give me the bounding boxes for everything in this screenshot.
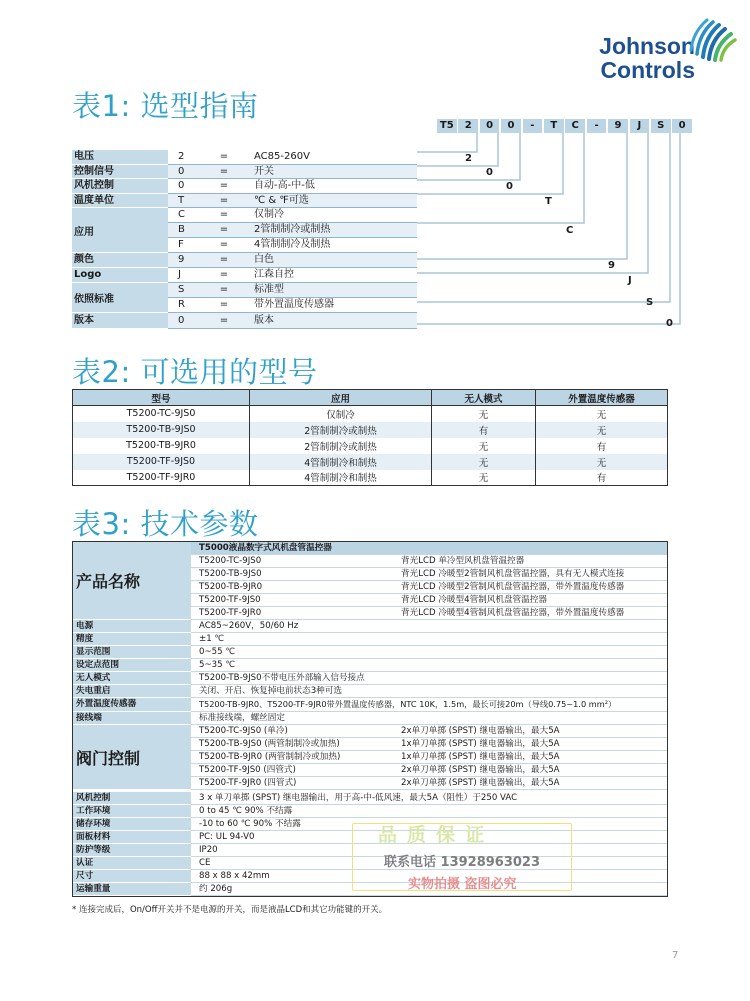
t2-cell: T5200-TB-9JR0 — [73, 438, 250, 454]
footnote: * 连接完成后，On/Off开关并不是电源的开关，而是液晶LCD和其它功能键的开关。 — [72, 905, 388, 915]
t3-value: 5~35 ℃ — [191, 659, 667, 672]
t3-label: 外置温度传感器 — [73, 698, 191, 712]
table-row — [73, 685, 667, 698]
t3-desc: 背光LCD 单冷型风机盘管温控器 — [401, 556, 525, 566]
table-row — [73, 712, 667, 725]
t2-cell: 无 — [432, 438, 536, 454]
t2-cell: T5200-TF-9JS0 — [73, 454, 250, 470]
t3-desc: 2x单刀单掷 (SPST) 继电器输出，最大5A — [401, 726, 560, 736]
t1-row-fan — [72, 179, 417, 194]
model-code-cell: J — [630, 119, 650, 133]
table-row — [73, 659, 667, 672]
t3-label: 面板材料 — [73, 831, 191, 844]
t1-row-version — [72, 313, 417, 329]
t1-eq: = — [198, 179, 250, 194]
t1-desc: AC85-260V — [250, 150, 417, 165]
t3-label: 产品名称 — [73, 542, 191, 620]
t3-value: CE — [191, 857, 667, 870]
table-row — [73, 672, 667, 685]
t2-cell: 无 — [536, 422, 668, 438]
t3-valve-line — [191, 751, 667, 764]
t3-product-header: T5000液晶数字式风机盘管温控器 — [191, 542, 667, 555]
t3-desc: 2x单刀单掷 (SPST) 继电器输出，最大5A — [401, 765, 560, 775]
t1-desc: 白色 — [250, 253, 417, 268]
t1-row-app-c — [168, 208, 417, 223]
t2-cell: 无 — [536, 454, 668, 470]
t1-desc: 仅制冷 — [250, 208, 417, 223]
t2-cell: T5200-TC-9JS0 — [73, 406, 250, 422]
t2-cell: 仅制冷 — [250, 406, 432, 422]
t1-label-standard: 依照标准 — [72, 283, 168, 313]
t1-code: J — [168, 268, 198, 283]
t3-label: 无人模式 — [73, 672, 191, 685]
t1-code: 0 — [168, 165, 198, 179]
t3-label: 精度 — [73, 633, 191, 646]
t3-desc: 1x单刀单掷 (SPST) 继电器输出，最大5A — [401, 752, 560, 762]
t2-header: 型号 — [73, 390, 250, 406]
table-row — [73, 620, 667, 633]
model-code-cell: - — [587, 119, 607, 133]
t3-product-line — [191, 594, 667, 607]
t1-desc: 2管制制冷或制热 — [250, 223, 417, 238]
t1-eq: = — [198, 208, 250, 223]
t3-label-valve: 阀门控制 — [73, 725, 191, 790]
t1-row-std-s — [168, 283, 417, 298]
t3-model: T5200-TB-9JR0 — [199, 582, 263, 592]
t3-value: -10 to 60 ℃ 90% 不结露 — [191, 818, 667, 831]
code-mark: 0 — [506, 181, 513, 192]
t2-cell: 有 — [536, 438, 668, 454]
t2-cell: 有 — [536, 470, 668, 486]
t1-code: F — [168, 238, 198, 253]
t1-label: 电压 — [72, 150, 168, 165]
t3-desc: 1x单刀单掷 (SPST) 继电器输出，最大5A — [401, 739, 560, 749]
table-row — [73, 422, 668, 438]
t1-label: 控制信号 — [72, 165, 168, 179]
t1-code: 9 — [168, 253, 198, 268]
t1-code: T — [168, 194, 198, 208]
t3-model: T5200-TC-9JS0 — [199, 556, 262, 566]
t1-code: 0 — [168, 179, 198, 194]
t3-value: AC85~260V，50/60 Hz — [191, 620, 667, 633]
t3-product-line — [191, 607, 667, 620]
t1-desc: 4管制制冷及制热 — [250, 238, 417, 253]
t3-label: 显示范围 — [73, 646, 191, 659]
model-code-cell: C — [565, 119, 585, 133]
table-row — [73, 406, 668, 422]
t1-row-unit — [72, 194, 417, 208]
available-models-table — [72, 389, 668, 486]
t3-value: T5200-TB-9JS0不带电压外部输入信号接点 — [191, 672, 667, 685]
t3-label: 失电重启 — [73, 685, 191, 698]
t1-eq: = — [198, 194, 250, 208]
t3-desc: 2x单刀单掷 (SPST) 继电器输出，最大5A — [401, 778, 560, 788]
t1-desc: ℃ & ℉可选 — [250, 194, 417, 208]
model-code-cell: T — [544, 119, 564, 133]
t1-code: 2 — [168, 150, 198, 165]
t2-cell: 无 — [432, 470, 536, 486]
t1-row-signal — [72, 165, 417, 179]
t3-value: PC: UL 94-V0 — [191, 831, 667, 844]
t1-code: B — [168, 223, 198, 238]
t1-desc: 版本 — [250, 313, 417, 329]
t3-value: 关闭、开启、恢复掉电前状态3种可选 — [191, 685, 667, 698]
t3-value: 约 206g — [191, 883, 667, 896]
t3-product-header-row — [73, 542, 667, 555]
watermark-line1: 品质保证 — [378, 824, 495, 846]
t3-value: 3 x 单刀单掷 (SPST) 继电器输出，用于高-中-低风速，最大5A（阻性）于250 VAC — [191, 792, 667, 805]
code-mark: S — [646, 297, 654, 308]
t3-value: ±1 ℃ — [191, 633, 667, 646]
t1-row-color — [72, 253, 417, 268]
model-code-cell: 0 — [480, 119, 500, 133]
t2-cell: 无 — [432, 406, 536, 422]
t3-value: 0 to 45 ℃ 90% 不结露 — [191, 805, 667, 818]
t1-label: 温度单位 — [72, 194, 168, 208]
t1-desc: 标准型 — [250, 283, 417, 298]
t2-header-row — [73, 390, 668, 406]
t3-desc: 背光LCD 冷暖型2管制风机盘管温控器，具有无人模式连接 — [401, 569, 625, 579]
t2-cell: 无 — [432, 454, 536, 470]
t3-label: 工作环境 — [73, 805, 191, 818]
model-code-cell: 9 — [608, 119, 628, 133]
t2-cell: 4管制制冷和制热 — [250, 470, 432, 486]
t3-desc: 背光LCD 冷暖型4管制风机盘管温控器 — [401, 595, 547, 605]
watermark-stamp — [352, 823, 572, 895]
logo-line1: Johnson — [599, 33, 695, 59]
t1-label-application: 应用 — [72, 208, 168, 253]
t3-model: T5200-TF-9JR0 (四管式) — [199, 778, 297, 788]
t3-value: 标准接线端，螺丝固定 — [191, 712, 667, 725]
model-code-cell: - — [523, 119, 543, 133]
t3-model: T5200-TB-9JS0 (两管制制冷或加热) — [199, 739, 340, 749]
t1-desc: 带外置温度传感器 — [250, 298, 417, 313]
t3-label: 风机控制 — [73, 792, 191, 805]
t2-header: 外置温度传感器 — [536, 390, 668, 406]
t1-row-logo — [72, 268, 417, 283]
t1-code: S — [168, 283, 198, 298]
t1-eq: = — [198, 238, 250, 253]
t1-desc: 开关 — [250, 165, 417, 179]
t1-eq: = — [198, 313, 250, 329]
table-row — [73, 792, 667, 805]
table2-title: 表2: 可选用的型号 — [72, 355, 318, 389]
t3-value: IP20 — [191, 844, 667, 857]
t2-cell: 2管制制冷或制热 — [250, 438, 432, 454]
t1-row-std-r — [168, 298, 417, 313]
t1-eq: = — [198, 165, 250, 179]
t3-label: 尺寸 — [73, 870, 191, 883]
t3-valve-line — [191, 738, 667, 751]
code-mark: T — [545, 196, 552, 207]
t3-valve-line — [191, 764, 667, 777]
t2-header: 无人模式 — [432, 390, 536, 406]
t3-label: 接线端 — [73, 712, 191, 725]
t3-label: 设定点范围 — [73, 659, 191, 672]
t3-product-line — [191, 555, 667, 568]
t1-label: 颜色 — [72, 253, 168, 268]
t1-eq: = — [198, 253, 250, 268]
model-code-cell: 0 — [501, 119, 521, 133]
t3-valve-line — [191, 777, 667, 790]
table-row — [73, 633, 667, 646]
table-row — [73, 698, 667, 712]
t3-label: 运输重量 — [73, 883, 191, 896]
code-mark: 9 — [608, 260, 615, 271]
t1-label: 风机控制 — [72, 179, 168, 194]
t3-label: 防护等级 — [73, 844, 191, 857]
t1-label: Logo — [72, 268, 168, 283]
t2-cell: T5200-TB-9JS0 — [73, 422, 250, 438]
t3-value: T5200-TB-9JR0、T5200-TF-9JR0带外置温度传感器，NTC 10K，1.5m，最长可接20m（导线0.75~1.0 mm²） — [191, 698, 667, 712]
t3-product-line — [191, 581, 667, 594]
t3-value: 88 x 88 x 42mm — [191, 870, 667, 883]
watermark-line3: 实物拍摄 盗图必究 — [408, 877, 517, 892]
t1-row-voltage — [72, 150, 417, 165]
table-row — [73, 454, 668, 470]
t1-eq: = — [198, 283, 250, 298]
table1-title: 表1: 选型指南 — [72, 89, 259, 123]
t3-product-line — [191, 568, 667, 581]
t1-code: R — [168, 298, 198, 313]
t1-row-app-f — [168, 238, 417, 253]
t3-label: 储存环境 — [73, 818, 191, 831]
t1-eq: = — [198, 298, 250, 313]
t1-code: 0 — [168, 313, 198, 329]
code-mark: J — [628, 275, 632, 286]
watermark-line2: 联系电话 13928963023 — [384, 855, 541, 870]
code-mark: 2 — [465, 153, 472, 164]
t3-desc: 背光LCD 冷暖型4管制风机盘管温控器，带外置温度传感器 — [401, 608, 625, 618]
t1-eq: = — [198, 150, 250, 165]
t1-label: 版本 — [72, 313, 168, 329]
code-mark: 0 — [486, 167, 493, 178]
page-number: 7 — [672, 950, 679, 961]
t1-eq: = — [198, 223, 250, 238]
model-code-cell: 2 — [458, 119, 478, 133]
t2-cell: T5200-TF-9JR0 — [73, 470, 250, 486]
table3-title: 表3: 技术参数 — [72, 507, 259, 541]
t3-valve-line — [191, 725, 667, 738]
t2-cell: 无 — [536, 406, 668, 422]
t1-code: C — [168, 208, 198, 223]
t3-model: T5200-TF-9JR0 — [199, 608, 262, 618]
t1-desc: 江森自控 — [250, 268, 417, 283]
model-code-cell: 0 — [672, 119, 692, 133]
t3-model: T5200-TC-9JS0 (单冷) — [199, 726, 288, 736]
t1-row-app-b — [168, 223, 417, 238]
t3-value: 0~55 ℃ — [191, 646, 667, 659]
t3-desc: 背光LCD 冷暖型2管制风机盘管温控器，带外置温度传感器 — [401, 582, 625, 592]
model-code-cell: S — [651, 119, 671, 133]
t3-label: 认证 — [73, 857, 191, 870]
table-row — [73, 438, 668, 454]
table-row — [73, 470, 668, 486]
t3-label: 电源 — [73, 620, 191, 633]
t3-model: T5200-TB-9JS0 — [199, 569, 262, 579]
code-mark: 0 — [666, 318, 673, 329]
t2-header: 应用 — [250, 390, 432, 406]
t3-model: T5200-TF-9JS0 — [199, 595, 261, 605]
table-row — [73, 805, 667, 818]
t1-desc: 自动-高-中-低 — [250, 179, 417, 194]
t1-eq: = — [198, 268, 250, 283]
code-mark: C — [566, 225, 574, 236]
model-code-cell: T5 — [437, 119, 457, 133]
table-row — [73, 646, 667, 659]
t2-cell: 有 — [432, 422, 536, 438]
t2-cell: 4管制制冷和制热 — [250, 454, 432, 470]
t2-cell: 2管制制冷或制热 — [250, 422, 432, 438]
logo-line2: Controls — [600, 57, 695, 83]
t3-model: T5200-TF-9JS0 (四管式) — [199, 765, 296, 775]
t3-model: T5200-TB-9JR0 (两管制制冷或加热) — [199, 752, 341, 762]
